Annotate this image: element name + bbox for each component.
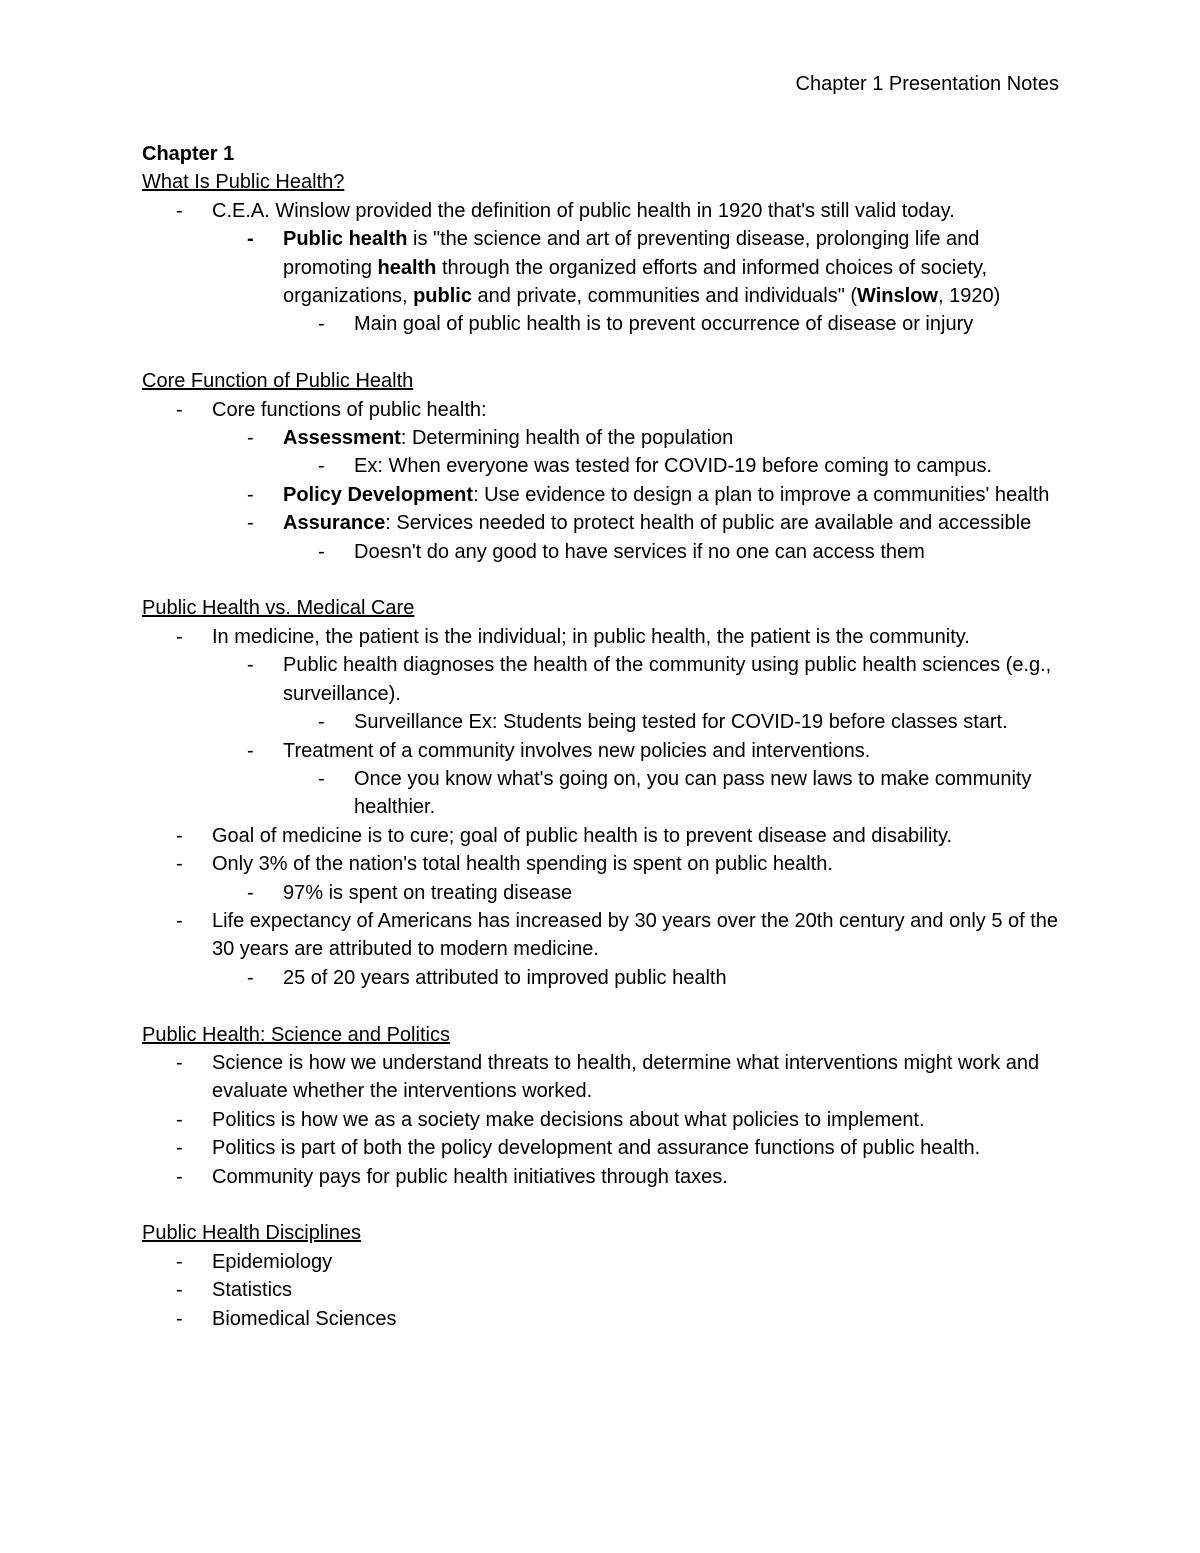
bold-term: Assurance xyxy=(283,512,386,535)
bullet-item-level-3 xyxy=(142,310,1072,338)
bullet-text: Ex: When everyone was tested for COVID-19 before coming to campus. xyxy=(354,455,993,478)
bullet-marker: - xyxy=(247,427,254,450)
bullet-text: through the organized efforts and informed choices of society, organizations, xyxy=(283,256,988,308)
bullet-marker: - xyxy=(176,1279,183,1302)
bullet-item-level-1 xyxy=(142,1276,1072,1304)
bullet-marker: - xyxy=(176,1051,183,1074)
section-heading: Public Health Disciplines xyxy=(142,1222,361,1245)
bullet-marker: - xyxy=(176,625,183,648)
bullet-item-level-1 xyxy=(142,1134,1072,1162)
bullet-text: Surveillance Ex: Students being tested for COVID-19 before classes start. xyxy=(354,711,1008,734)
bullet-item-level-1 xyxy=(142,1248,1072,1276)
bullet-item-level-1 xyxy=(142,396,1072,424)
page-header: Chapter 1 Presentation Notes xyxy=(795,73,1059,95)
bullet-item-level-2 xyxy=(142,424,1072,452)
bullet-text: Politics is how we as a society make decisions about what policies to implement. xyxy=(212,1108,925,1131)
bullet-marker: - xyxy=(176,824,183,847)
bullet-item-level-1 xyxy=(142,822,1072,850)
bold-term: public xyxy=(413,285,472,308)
spacer xyxy=(142,992,1072,1020)
bullet-text: Doesn't do any good to have services if no one can access them xyxy=(354,540,925,563)
bullet-text: 97% is spent on treating disease xyxy=(283,881,573,904)
bullet-item-level-2 xyxy=(142,225,1072,310)
bullet-marker: - xyxy=(247,739,254,762)
bullet-marker: - xyxy=(247,654,254,677)
notes-list xyxy=(142,168,1072,1333)
bullet-marker: - xyxy=(176,199,183,222)
bullet-marker: - xyxy=(247,483,254,506)
bold-term: Policy Development xyxy=(283,483,474,506)
bold-term: Winslow xyxy=(857,285,938,308)
bullet-text: In medicine, the patient is the individual; in public health, the patient is the community. xyxy=(212,625,970,648)
bullet-marker: - xyxy=(318,540,325,563)
spacer xyxy=(142,339,1072,367)
spacer xyxy=(142,1191,1072,1219)
bullet-item-level-2 xyxy=(142,481,1072,509)
section-heading: Core Function of Public Health xyxy=(142,370,414,393)
bullet-item-level-1 xyxy=(142,1163,1072,1191)
bold-term: Assessment xyxy=(283,427,401,450)
bold-term: health xyxy=(377,256,437,279)
bullet-marker: - xyxy=(176,1250,183,1273)
bullet-item-level-3 xyxy=(142,765,1072,822)
bullet-text: C.E.A. Winslow provided the definition of public health in 1920 that's still valid today. xyxy=(212,199,955,222)
bullet-item-level-3 xyxy=(142,708,1072,736)
bullet-marker: - xyxy=(247,228,254,251)
bullet-item-level-1 xyxy=(142,197,1072,225)
section-heading: What Is Public Health? xyxy=(142,171,345,194)
bullet-text: Core functions of public health: xyxy=(212,398,487,421)
bullet-marker: - xyxy=(176,1137,183,1160)
bullet-item-level-2 xyxy=(142,964,1072,992)
bullet-marker: - xyxy=(176,398,183,421)
bullet-item-level-1 xyxy=(142,1106,1072,1134)
bullet-marker: - xyxy=(318,711,325,734)
bullet-text: Science is how we understand threats to health, determine what interventions might work and evaluate whether the interventions worked. xyxy=(212,1051,1040,1103)
bullet-text: Life expectancy of Americans has increased by 30 years over the 20th century and only 5 of the 30 years are attributed to modern medicine. xyxy=(212,909,1059,961)
bullet-marker: - xyxy=(247,512,254,535)
bullet-marker: - xyxy=(176,909,183,932)
bullet-text: Community pays for public health initiatives through taxes. xyxy=(212,1165,728,1188)
bullet-text: , 1920) xyxy=(937,285,1001,308)
bullet-text: 25 of 20 years attributed to improved public health xyxy=(283,966,727,989)
bullet-text: Epidemiology xyxy=(212,1250,333,1273)
bullet-text: Only 3% of the nation's total health spending is spent on public health. xyxy=(212,853,833,876)
bullet-item-level-2 xyxy=(142,509,1072,537)
bullet-text: : Services needed to protect health of public are available and accessible xyxy=(385,512,1032,535)
bullet-marker: - xyxy=(176,1165,183,1188)
bullet-text: Statistics xyxy=(212,1279,293,1302)
bullet-marker: - xyxy=(176,853,183,876)
bullet-item-level-3 xyxy=(142,538,1072,566)
bullet-marker: - xyxy=(176,1108,183,1131)
bullet-item-level-1 xyxy=(142,1305,1072,1333)
document-body xyxy=(142,140,1072,1333)
bullet-text: : Determining health of the population xyxy=(400,427,734,450)
bullet-item-level-2 xyxy=(142,737,1072,765)
bullet-text: Treatment of a community involves new policies and interventions. xyxy=(283,739,871,762)
spacer xyxy=(142,566,1072,594)
bullet-item-level-2 xyxy=(142,879,1072,907)
section-heading: Public Health vs. Medical Care xyxy=(142,597,415,620)
bullet-text: Public health diagnoses the health of the community using public health sciences (e.g., surveillance). xyxy=(283,654,1052,705)
bullet-text: Goal of medicine is to cure; goal of public health is to prevent disease and disability. xyxy=(212,824,953,847)
section-heading: Public Health: Science and Politics xyxy=(142,1023,450,1046)
bullet-text: is "the science and art of preventing disease, prolonging life and promoting xyxy=(283,228,980,279)
bold-term: Public health xyxy=(283,228,408,251)
bullet-marker: - xyxy=(176,1307,183,1330)
bullet-item-level-1 xyxy=(142,850,1072,878)
bullet-text: Once you know what's going on, you can pass new laws to make community healthier. xyxy=(354,767,1032,819)
document-title: Chapter 1 xyxy=(142,143,235,165)
bullet-text: : Use evidence to design a plan to improve a communities' health xyxy=(473,483,1050,506)
bullet-item-level-1 xyxy=(142,623,1072,651)
bullet-item-level-1 xyxy=(142,1049,1072,1106)
bullet-item-level-2 xyxy=(142,651,1072,708)
bullet-marker: - xyxy=(247,881,254,904)
bullet-item-level-3 xyxy=(142,452,1072,480)
bullet-marker: - xyxy=(247,966,254,989)
bullet-item-level-1 xyxy=(142,907,1072,964)
bullet-text: Biomedical Sciences xyxy=(212,1307,397,1330)
bullet-text: Main goal of public health is to prevent occurrence of disease or injury xyxy=(354,313,974,336)
bullet-text: and private, communities and individuals" ( xyxy=(471,285,858,308)
bullet-marker: - xyxy=(318,455,325,478)
bullet-marker: - xyxy=(318,313,325,336)
bullet-text: Politics is part of both the policy development and assurance functions of public health. xyxy=(212,1137,981,1160)
bullet-marker: - xyxy=(318,767,325,790)
